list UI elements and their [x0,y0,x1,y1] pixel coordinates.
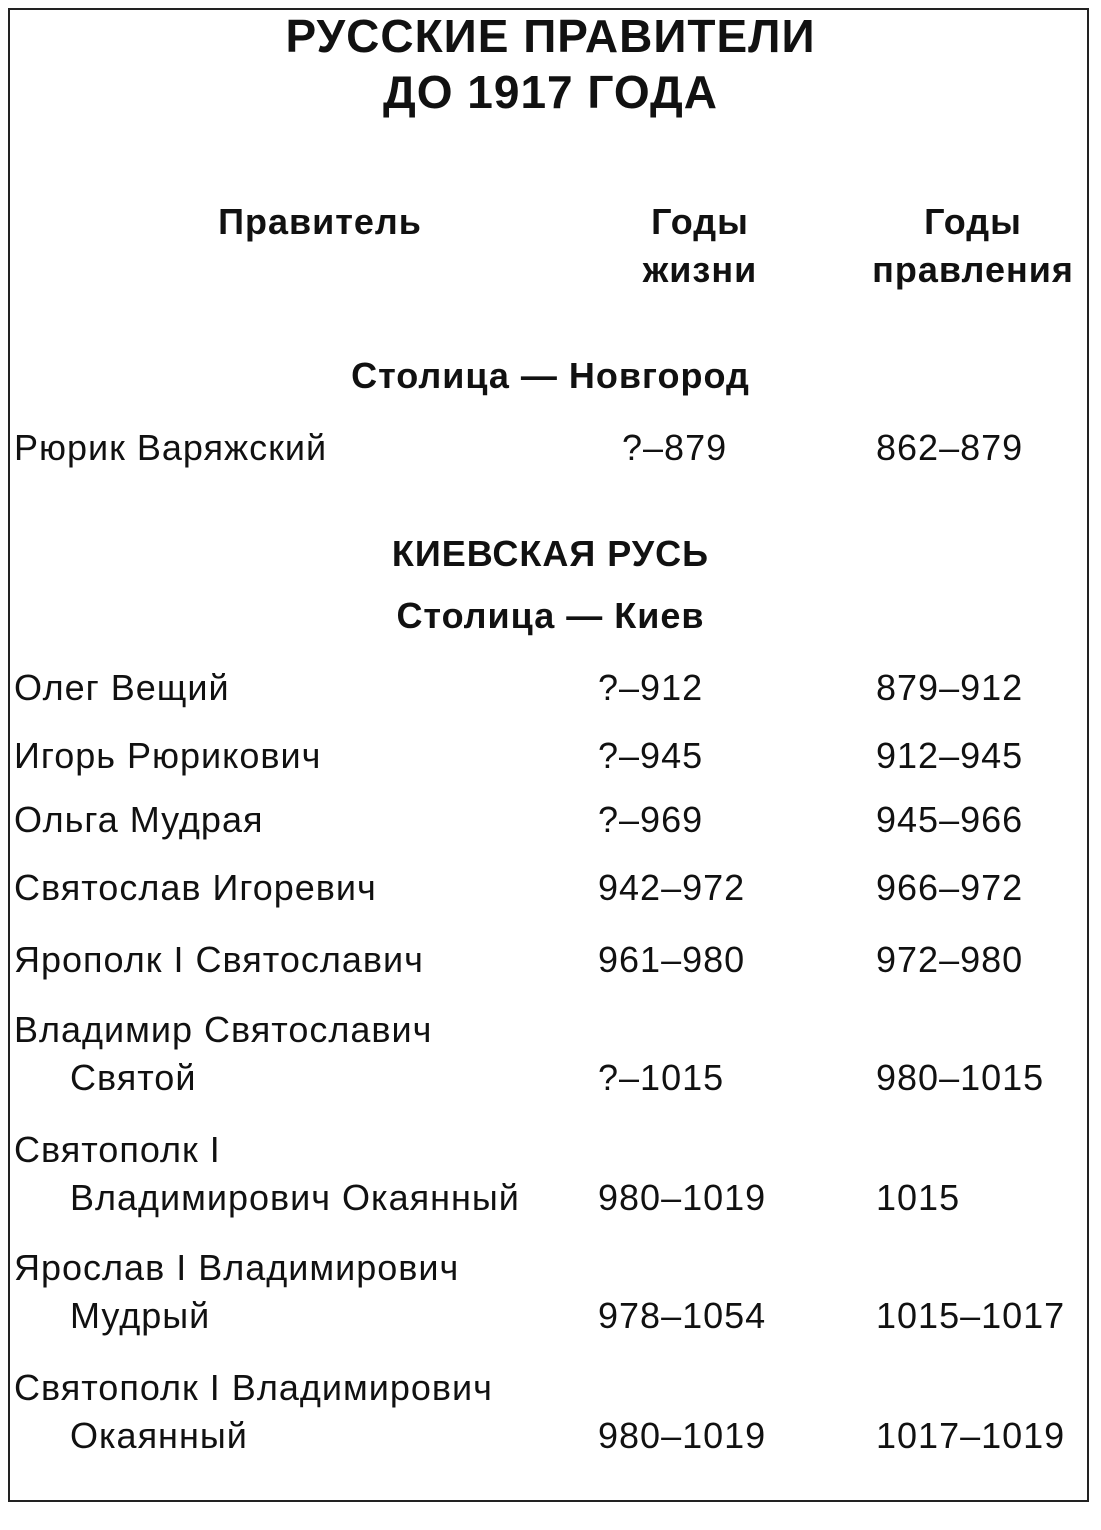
reign-years: 980–1015 [876,1057,1045,1098]
column-header-ruler: Правитель [218,201,422,242]
life-years: ?–879 [622,427,728,468]
life-years: 980–1019 [598,1177,767,1218]
ruler-name: Ольга Мудрая [14,799,264,840]
life-years: ?–969 [598,799,704,840]
life-years: 978–1054 [598,1295,767,1336]
reign-years: 879–912 [876,667,1024,708]
reign-years: 1015–1017 [876,1295,1066,1336]
section-novgorod-capital: Столица — Новгород [351,355,750,396]
life-years: ?–945 [598,735,704,776]
reign-years: 862–879 [876,427,1024,468]
page-title-line-1: РУССКИЕ ПРАВИТЕЛИ [285,10,816,62]
ruler-name: Игорь Рюрикович [14,735,322,776]
reign-years: 912–945 [876,735,1024,776]
reign-years: 945–966 [876,799,1024,840]
ruler-name: Ярополк I Святославич [14,939,424,980]
ruler-name: Святослав Игоревич [14,867,377,908]
section-kievan-rus: КИЕВСКАЯ РУСЬ [391,533,710,574]
reign-years: 972–980 [876,939,1024,980]
life-years: 942–972 [598,867,746,908]
page-title-line-2: ДО 1917 ГОДА [382,66,719,118]
column-header-reign-years: Годы правления [872,201,1074,290]
life-years: ?–912 [598,667,704,708]
life-years: 961–980 [598,939,746,980]
ruler-name: Владимир Святославич Святой [14,1009,433,1098]
reign-years: 966–972 [876,867,1024,908]
ruler-name: Святополк I Владимирович Окаянный [14,1367,493,1456]
reign-years: 1015 [876,1177,961,1218]
life-years: ?–1015 [598,1057,725,1098]
reign-years: 1017–1019 [876,1415,1066,1456]
section-kiev-capital: Столица — Киев [396,595,705,636]
life-years: 980–1019 [598,1415,767,1456]
column-header-life-years: Годы жизни [642,201,758,290]
ruler-name: Рюрик Варяжский [14,427,328,468]
ruler-name: Святополк I Владимирович Окаянный [14,1129,520,1218]
ruler-name: Ярослав I Владимирович Мудрый [14,1247,460,1336]
ruler-name: Олег Вещий [14,667,230,708]
